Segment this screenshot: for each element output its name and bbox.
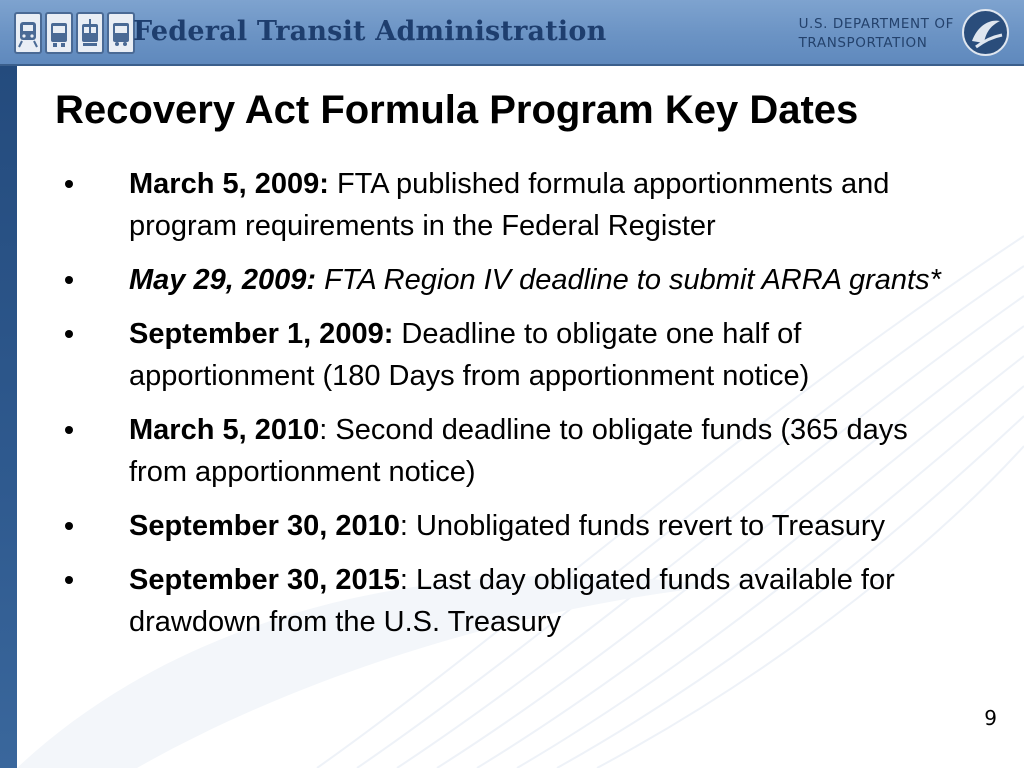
list-item [65,313,965,397]
slide-title: Recovery Act Formula Program Key Dates [55,88,859,132]
department-line-2: TRANSPORTATION [798,35,928,51]
bullet-dot [65,426,73,434]
train-icon [14,12,42,54]
bullet-text: FTA Region IV deadline to submit ARRA grants* [316,264,941,296]
bullet-date: September 30, 2010 [129,510,400,542]
bus-icon [107,12,135,54]
key-dates-list [65,163,965,655]
bullet-text: : Second deadline to obligate funds (365 days from apportionment notice) [129,414,908,488]
bus-icon [45,12,73,54]
bullet-dot [65,180,73,188]
railcar-icon [76,12,104,54]
bullet-dot [65,330,73,338]
list-item [65,163,965,247]
header-band [0,0,1024,66]
agency-name: Federal Transit Administration [133,16,607,47]
fta-logo [14,12,135,54]
bullet-date: May 29, 2009: [129,264,317,296]
list-item [65,559,965,643]
department-line-1: U.S. DEPARTMENT OF [798,16,954,32]
page-number: 9 [984,706,997,730]
bullet-text: : Last day obligated funds available for drawdown from the U.S. Treasury [129,564,895,638]
bullet-text: Deadline to obligate one half of apportionment (180 Days from apportionment notice) [129,318,810,392]
bullet-dot [65,522,73,530]
bullet-dot [65,276,73,284]
bullet-text: FTA published formula apportionments and program requirements in the Federal Register [129,168,890,242]
bullet-date: March 5, 2009: [129,168,329,200]
bullet-text: : Unobligated funds revert to Treasury [399,510,886,542]
list-item [65,505,965,547]
left-rail [0,66,17,768]
list-item [65,259,965,301]
bullet-date: March 5, 2010 [129,414,320,446]
list-item [65,409,965,493]
bullet-dot [65,576,73,584]
dot-seal-icon [962,9,1009,56]
bullet-date: September 30, 2015 [129,564,400,596]
bullet-date: September 1, 2009: [129,318,394,350]
department-name [799,15,954,53]
